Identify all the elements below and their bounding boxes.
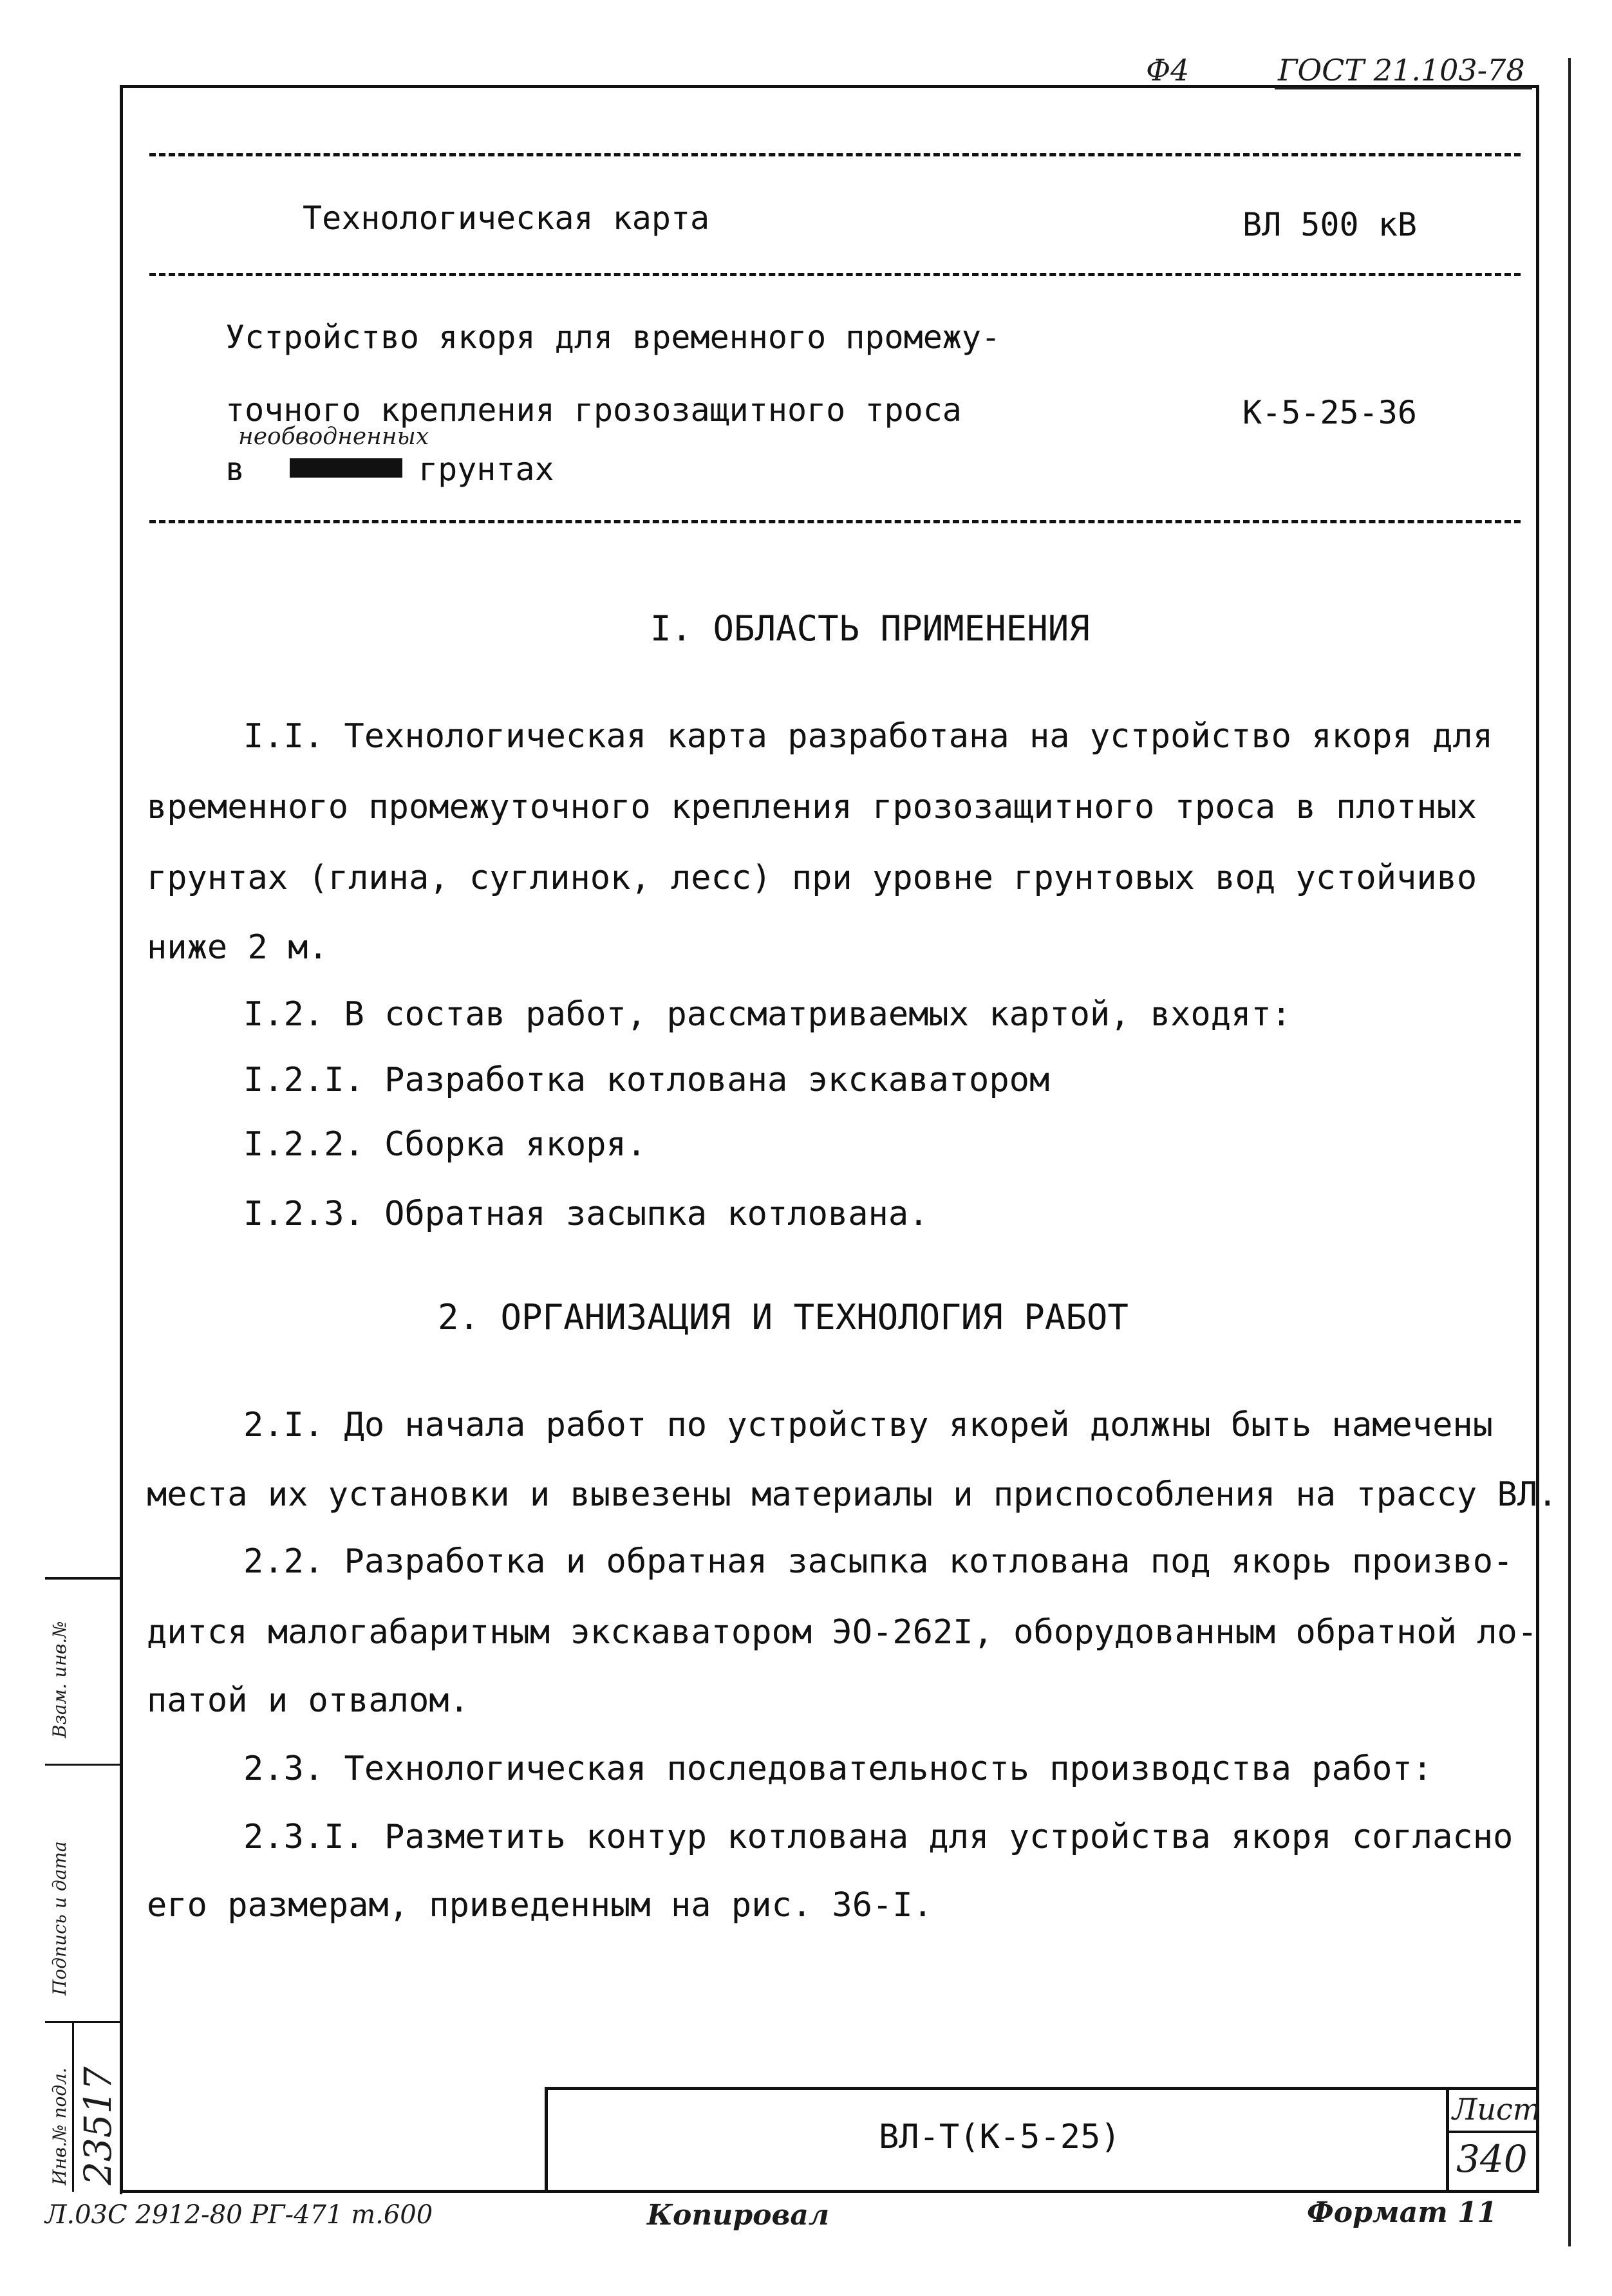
title-line-1: Устройство якоря для временного промежу- <box>225 319 1001 356</box>
title-line-2: точного крепления грозозащитного троса <box>225 391 962 429</box>
signature-date-label: Подпись и дата <box>49 1841 70 1995</box>
divider-line <box>149 153 1521 156</box>
sheet-number: 340 <box>1456 2137 1528 2181</box>
list-item: I.2.I. Разработка котлована экскаватором <box>243 1061 1050 1099</box>
paragraph-line: 2.3.I. Разметить контур котлована для устройства якоря согласно <box>243 1818 1514 1856</box>
paragraph-line: грунтах (глина, суглинок, лесс) при уровне грунтовых вод устойчиво <box>147 859 1477 897</box>
format-label: Формат 11 <box>1307 2196 1497 2229</box>
registration-divider <box>72 2021 74 2192</box>
paragraph-line: временного промежуточного крепления грозозащитного троса в плотных <box>147 788 1477 826</box>
replace-inventory-label: Взам. инв.№ <box>49 1621 70 1738</box>
doc-type: Технологическая карта <box>303 200 710 237</box>
redaction-bar <box>290 458 402 478</box>
line-voltage: ВЛ 500 кВ <box>1242 206 1417 243</box>
registration-divider <box>45 2021 120 2023</box>
title-line-3-prefix: в <box>225 451 245 488</box>
card-number: К-5-25-36 <box>1242 394 1417 431</box>
sheet-label: Лист <box>1452 2092 1541 2127</box>
paragraph-line: патой и отвалом. <box>147 1681 469 1720</box>
standard-underline <box>1275 88 1532 89</box>
divider-line <box>149 273 1521 276</box>
copied-label: Копировал <box>647 2199 830 2232</box>
standard-code: ГОСТ 21.103-78 <box>1278 53 1525 88</box>
paragraph-line: дится малогабаритным экскаватором ЭО-262I, оборудованным обратной ло- <box>147 1613 1538 1652</box>
format-code: Ф4 <box>1146 53 1190 88</box>
list-item: I.2.3. Обратная засыпка котлована. <box>243 1195 929 1233</box>
stamp-divider <box>1446 2131 1536 2133</box>
paragraph-line: 2.I. До начала работ по устройству якорей должны быть намечены <box>243 1406 1494 1444</box>
inventory-number: 23517 <box>76 2066 120 2185</box>
inventory-label: Инв.№ подл. <box>49 2067 70 2185</box>
list-item: I.2.2. Сборка якоря. <box>243 1125 647 1164</box>
handwritten-insert: необводненных <box>238 424 429 450</box>
paragraph-line: I.I. Технологическая карта разработана на устройство якоря для <box>243 717 1494 756</box>
paragraph-line: места их установки и вывезены материалы и приспособления на трассу ВЛ. <box>147 1475 1558 1514</box>
paragraph-line: I.2. В состав работ, рассматриваемых картой, входят: <box>243 995 1291 1034</box>
stamp-divider <box>1446 2087 1449 2190</box>
title-line-3-suffix: грунтах <box>418 451 554 488</box>
paragraph-line: его размерам, приведенным на рис. 36-I. <box>147 1886 933 1925</box>
frame-outer-border <box>1568 58 1571 2246</box>
divider-line <box>149 520 1521 523</box>
section-2-title: 2. ОРГАНИЗАЦИЯ И ТЕХНОЛОГИЯ РАБОТ <box>438 1297 1129 1338</box>
section-1-title: I. ОБЛАСТЬ ПРИМЕНЕНИЯ <box>650 608 1090 649</box>
registration-divider <box>45 1764 120 1766</box>
paragraph-line: 2.2. Разработка и обратная засыпка котлована под якорь произво- <box>243 1542 1514 1581</box>
paragraph-line: 2.3. Технологическая последовательность производства работ: <box>243 1750 1433 1788</box>
order-note: Л.03С 2912-80 РГ-471 т.600 <box>45 2200 433 2230</box>
document-code: ВЛ-Т(К-5-25) <box>879 2118 1121 2156</box>
frame-right-border <box>1536 85 1539 2190</box>
paragraph-line: ниже 2 м. <box>147 928 328 967</box>
